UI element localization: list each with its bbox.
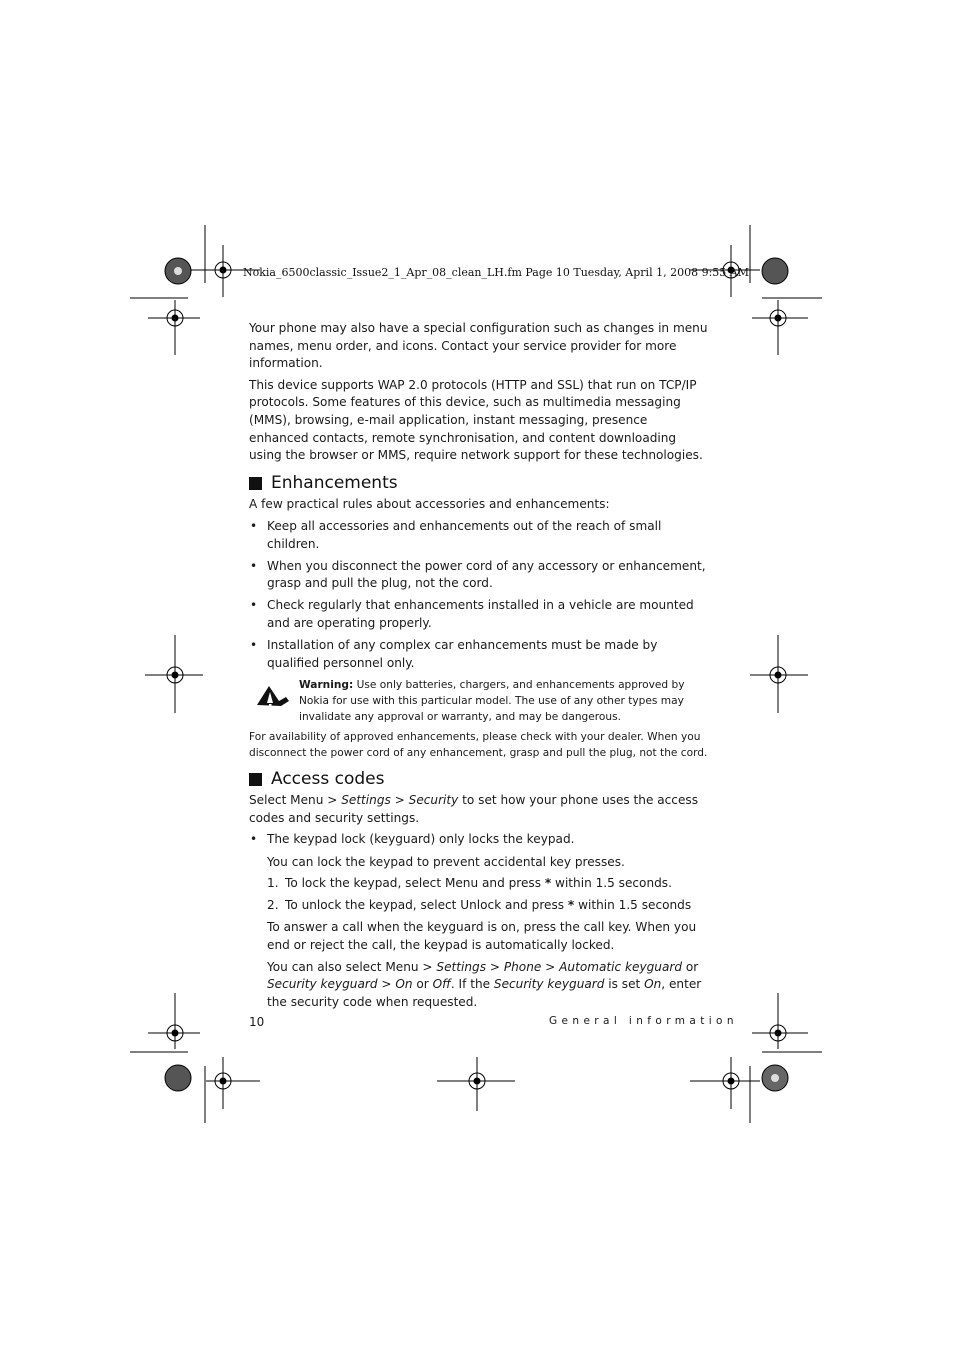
section-heading-access-codes [249,768,709,789]
list-item [249,637,709,672]
bullet-icon: • [250,598,258,613]
access-codes-list [249,831,709,849]
list-item-text: Installation of any complex car enhancements must be made by qualified personnel only. [267,638,658,670]
print-file-header: Nokia_6500classic_Issue2_1_Apr_08_clean_LH.fm Page 10 Tuesday, April 1, 2008 9:55 AM [243,266,749,279]
list-item-text: Check regularly that enhancements installed in a vehicle are mounted and are operating properly. [267,598,694,630]
crop-mark-top-right [690,225,830,360]
step-item: 2. To unlock the keypad, select Unlock and press * within 1.5 seconds [267,898,692,913]
section-title: Enhancements [271,472,398,493]
warning-body: Use only batteries, chargers, and enhancements approved by Nokia for use with this particular model. The use of any other types may invalidate any approval or warranty, and may be dangerous. [299,678,685,723]
registration-mark-bottom-center [437,1055,517,1115]
bullet-icon: • [250,638,258,652]
footer-section-title: General information [549,1015,738,1027]
page-number: 10 [249,1015,265,1029]
bullet-icon: • [250,518,258,533]
keyguard-answer-paragraph: To answer a call when the keyguard is on, press the call key. When you end or reject the call, the keypad is automatically locked. [267,920,697,952]
availability-note: For availability of approved enhancements, please check with your dealer. When you disconnect the power cord of any enhancement, grasp and pull the plug, not the cord. [249,730,708,759]
list-item-text: When you disconnect the power cord of any accessory or enhancement, grasp and pull the plug, not the cord. [267,558,706,591]
list-item-text: The keypad lock (keyguard) only locks the keypad. [267,832,575,847]
section-square-icon [249,477,262,490]
warning-text [299,677,704,725]
warning-label: Warning: [299,678,354,691]
keypad-steps [249,875,709,915]
access-codes-intro: Select Menu > Settings > Security to set how your phone uses the access codes and security settings. [249,793,698,825]
keypad-lock-intro: You can lock the keypad to prevent accidental key presses. [267,854,625,869]
registration-mark-mid-right [748,635,808,715]
warning-hand-icon [249,677,299,725]
bullet-icon: • [250,558,258,573]
list-item [249,518,709,553]
bullet-icon: • [250,832,258,847]
list-item-text: Keep all accessories and enhancements out of the reach of small children. [267,518,662,551]
page-content [249,320,709,1015]
list-item [249,831,709,849]
section-title: Access codes [271,768,385,789]
enhancements-list [249,518,709,672]
keyguard-settings-paragraph: You can also select Menu > Settings > Phone > Automatic keyguard or Security keyguard > On or Off. If the Security keyguard is set On, enter the security code when requested. [267,959,702,1009]
warning-box [249,677,709,725]
section-heading-enhancements [249,472,709,493]
registration-mark-mid-left [145,635,205,715]
list-item [249,597,709,632]
enhancements-lead: A few practical rules about accessories and enhancements: [249,497,610,512]
crop-mark-bottom-right [690,993,830,1128]
intro-paragraph-configuration: Your phone may also have a special configuration such as changes in menu names, menu order, and icons. Contact your service provider for more information. [249,321,708,371]
section-square-icon [249,773,262,786]
intro-paragraph-wap: This device supports WAP 2.0 protocols (HTTP and SSL) that run on TCP/IP protocols. Some features of this device, such as multimedia messaging (MMS), browsing, e-mail application, instant messaging, presence enhanced contacts, remote synchronisation, and content downloading using the browser or MMS, require network support for these technologies. [249,377,703,463]
list-item [249,558,709,593]
step-item: 1. To lock the keypad, select Menu and press * within 1.5 seconds. [267,876,672,891]
